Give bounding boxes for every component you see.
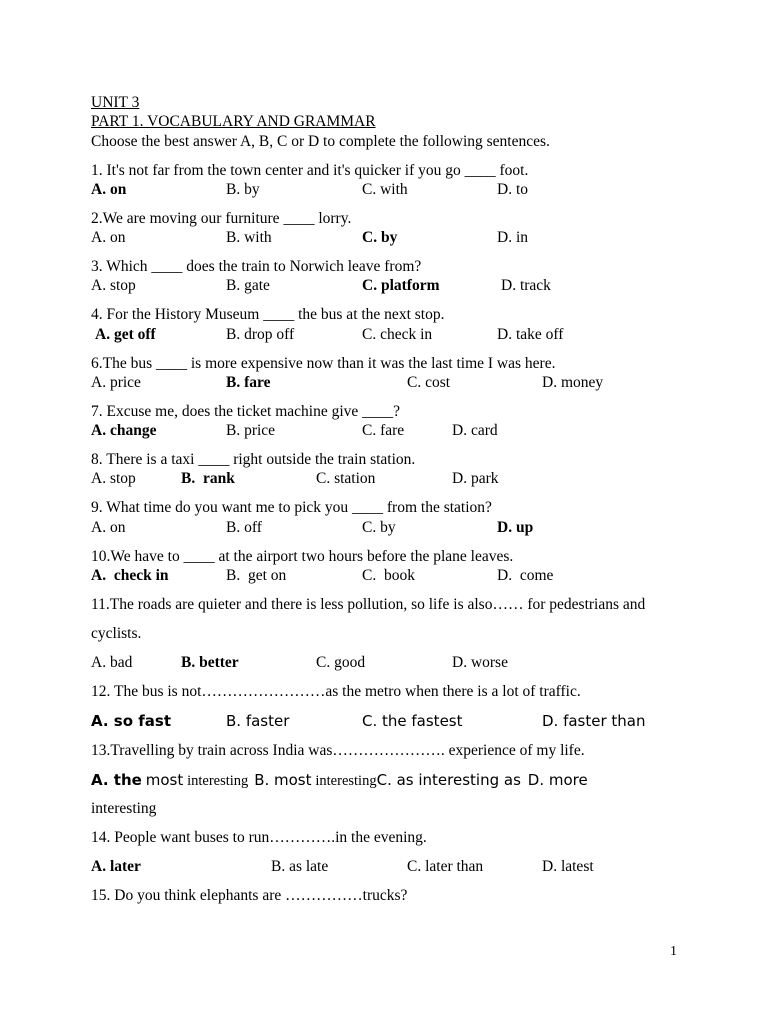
option-14b: B. as late — [271, 858, 329, 875]
option-14c: C. later than — [407, 858, 484, 875]
question-2: 2.We are moving our furniture ____ lorry. — [91, 210, 352, 227]
option-7d: D. card — [452, 422, 498, 439]
question-3: 3. Which ____ does the train to Norwich leave from? — [91, 258, 422, 275]
option-2d: D. in — [497, 229, 528, 246]
option-11d: D. worse — [452, 654, 508, 671]
option-4c: C. check in — [362, 326, 433, 343]
instruction: Choose the best answer A, B, C or D to complete the following sentences. — [91, 133, 550, 150]
option-1d: D. to — [497, 181, 528, 198]
question-7: 7. Excuse me, does the ticket machine give ____? — [91, 403, 401, 420]
option-12d: D. faster than — [542, 712, 646, 730]
option-11c: C. good — [316, 654, 366, 671]
option-13b: B. most — [254, 771, 312, 789]
option-7c: C. fare — [362, 422, 405, 439]
option-1b: B. by — [226, 181, 260, 198]
option-13-line — [91, 771, 588, 790]
option-13a: A. the — [91, 771, 142, 789]
unit-heading: UNIT 3 — [91, 94, 140, 111]
option-7a: A. change — [91, 422, 157, 439]
option-10d: D. come — [497, 567, 554, 584]
option-7b: B. price — [226, 422, 276, 439]
page-number: 1 — [670, 944, 677, 959]
option-10b: B. get on — [226, 567, 287, 584]
option-3c: C. platform — [362, 277, 440, 294]
option-8d: D. park — [452, 470, 499, 487]
option-8c: C. station — [316, 470, 376, 487]
part-heading: PART 1. VOCABULARY AND GRAMMAR — [91, 113, 376, 130]
question-11: 11.The roads are quieter and there is less pollution, so life is also…… for pedestrians and — [91, 596, 646, 613]
option-14a: A. later — [91, 858, 141, 875]
option-9b: B. off — [226, 519, 262, 536]
option-9a: A. on — [91, 519, 126, 536]
option-8b: B. rank — [181, 470, 235, 487]
question-14: 14. People want buses to run………….in the evening. — [91, 829, 427, 846]
option-12c: C. the fastest — [362, 712, 463, 730]
option-11b: B. better — [181, 654, 239, 671]
option-13d: D. more — [527, 771, 588, 789]
option-13a-word: most — [145, 771, 184, 789]
option-11a: A. bad — [91, 654, 133, 671]
option-12a: A. so fast — [91, 712, 172, 730]
option-8a: A. stop — [91, 470, 136, 487]
option-14d: D. latest — [542, 858, 594, 875]
question-6: 6.The bus ____ is more expensive now than it was the last time I was here. — [91, 355, 556, 372]
question-4: 4. For the History Museum ____ the bus at the next stop. — [91, 306, 445, 323]
question-13: 13.Travelling by train across India was…………………. experience of my life. — [91, 742, 585, 759]
question-11-cont: cyclists. — [91, 625, 142, 642]
question-8: 8. There is a taxi ____ right outside the train station. — [91, 451, 416, 468]
option-10c: C. book — [362, 567, 415, 584]
question-10: 10.We have to ____ at the airport two hours before the plane leaves. — [91, 548, 514, 565]
option-4d: D. take off — [497, 326, 564, 343]
question-9: 9. What time do you want me to pick you ____ from the station? — [91, 499, 492, 516]
option-3b: B. gate — [226, 277, 270, 294]
option-3d: D. track — [501, 277, 551, 294]
option-9d: D. up — [497, 519, 534, 536]
option-6a: A. price — [91, 374, 141, 391]
option-2a: A. on — [91, 229, 126, 246]
option-1a: A. on — [91, 181, 127, 198]
option-2b: B. with — [226, 229, 272, 246]
question-15: 15. Do you think elephants are ……………trucks? — [91, 887, 408, 904]
option-13c: C. as interesting as — [376, 771, 521, 789]
option-3a: A. stop — [91, 277, 136, 294]
option-9c: C. by — [362, 519, 396, 536]
option-13b-word: interesting — [315, 773, 377, 789]
option-10a: A. check in — [91, 567, 169, 584]
option-13d-cont: interesting — [91, 800, 157, 817]
option-13a-word-2: interesting — [187, 773, 249, 789]
option-1c: C. with — [362, 181, 408, 198]
option-6d: D. money — [542, 374, 604, 391]
option-4b: B. drop off — [226, 326, 295, 343]
option-4a: A. get off — [95, 326, 156, 343]
question-12: 12. The bus is not……………………as the metro when there is a lot of traffic. — [91, 683, 581, 700]
option-12b: B. faster — [226, 712, 290, 730]
question-1: 1. It's not far from the town center and it's quicker if you go ____ foot. — [91, 162, 529, 179]
option-6b: B. fare — [226, 374, 271, 391]
option-2c: C. by — [362, 229, 398, 246]
option-6c: C. cost — [407, 374, 451, 391]
